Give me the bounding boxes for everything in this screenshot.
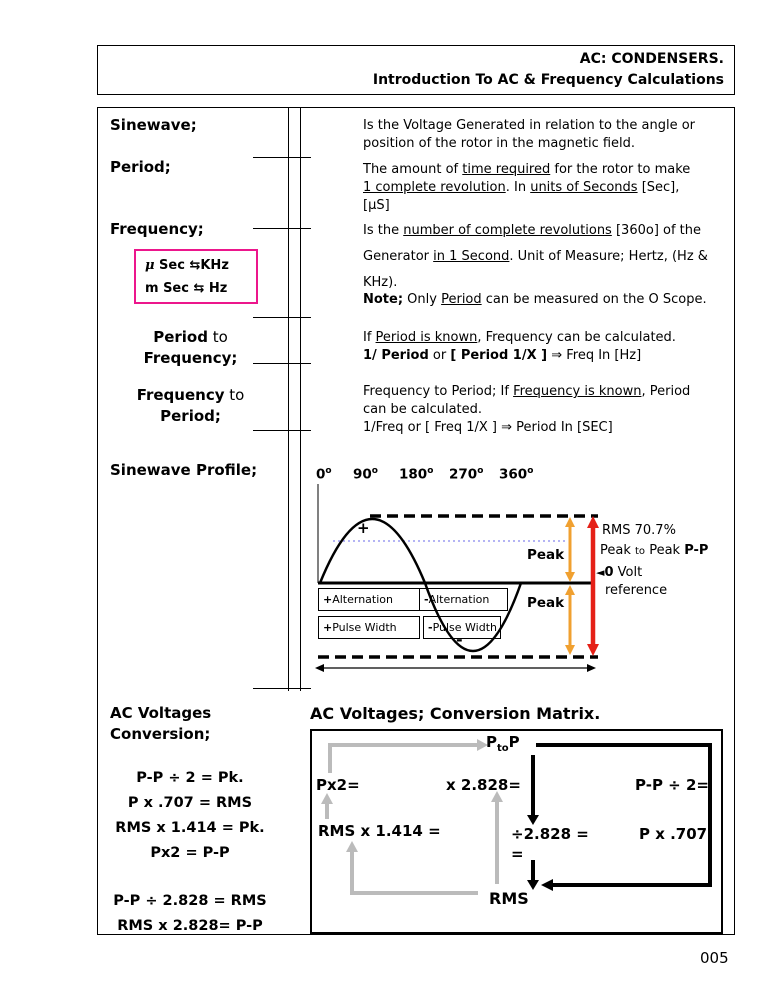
text-run: to xyxy=(635,546,646,557)
arrowhead xyxy=(321,793,333,804)
black-path-ptop-to-div2828 xyxy=(527,755,539,825)
degree-label-0 xyxy=(316,466,332,483)
arrowhead xyxy=(565,572,575,582)
leader-line xyxy=(253,157,311,158)
text-run: + xyxy=(323,621,333,634)
definition-line xyxy=(363,347,743,365)
arrowhead xyxy=(565,645,575,655)
text-run: can be calculated. xyxy=(363,402,483,417)
matrix-label-ppdiv2: P-P ÷ 2= xyxy=(635,776,709,794)
arrowhead xyxy=(587,644,599,656)
degree-superscript: o xyxy=(477,466,484,476)
arrowhead xyxy=(541,879,553,891)
peak-label-lower: Peak xyxy=(527,595,565,611)
degree-label-360 xyxy=(499,466,533,483)
text-run: for the rotor to make xyxy=(550,162,691,177)
term-sinewave-profile: Sinewave Profile; xyxy=(110,461,258,479)
positive-alternation-box xyxy=(318,588,420,611)
arrowhead xyxy=(587,516,599,528)
matrix-label-px2: Px2= xyxy=(316,776,360,794)
text-run: Is the Voltage Generated in relation to the angle or xyxy=(363,118,696,133)
term-period: Period; xyxy=(110,158,171,176)
matrix-label-p707: P x .707 xyxy=(639,825,708,843)
unit-line-1 xyxy=(145,254,256,277)
left-pointer-icon: ◄ xyxy=(596,566,605,579)
matrix-label-div2828-eq: = xyxy=(511,845,524,863)
text-run: to xyxy=(224,386,245,404)
cycle-width-arrow xyxy=(315,664,596,672)
degree-superscript: o xyxy=(325,466,332,476)
text-run: The amount of xyxy=(363,162,463,177)
term-line xyxy=(118,385,263,406)
term-line: Conversion; xyxy=(110,725,211,743)
term-line: AC Voltages xyxy=(110,704,212,722)
text-run: . Unit of Measure; Hertz, (Hz & xyxy=(509,249,708,264)
text-run: P xyxy=(508,733,520,751)
text-run: 0 xyxy=(604,565,614,580)
degree-superscript: o xyxy=(427,466,434,476)
text-run: [Sec], xyxy=(637,180,680,195)
peak-to-peak-label xyxy=(600,543,708,558)
underlined-text: Period xyxy=(441,292,482,307)
gray-path-rms1414-to-px2 xyxy=(321,793,333,819)
period-definition xyxy=(363,161,743,215)
frequency-definition xyxy=(363,218,748,296)
conversion-formulas-group-2 xyxy=(104,889,276,939)
black-path-ptop-to-rms-via-right xyxy=(536,745,710,885)
text-run: Generator xyxy=(363,249,434,264)
matrix-label-div2828: ÷2.828 = xyxy=(511,825,589,843)
conversion-formulas-group-1 xyxy=(104,766,276,866)
text-run: If xyxy=(363,330,376,345)
degree-label-90 xyxy=(353,466,378,483)
text-run: 1/Freq or [ Freq 1/X ] ⇒ Period In [SEC] xyxy=(363,420,613,435)
text-run: Period xyxy=(153,328,208,346)
text-run: P-P xyxy=(684,543,709,558)
degree-superscript: o xyxy=(371,466,378,476)
term-frequency: Frequency; xyxy=(110,220,204,238)
positive-pulse-width-box xyxy=(318,616,420,639)
term-period-to-frequency xyxy=(118,327,263,369)
peak-arrow-upper xyxy=(565,517,575,582)
text-run: + xyxy=(323,593,333,606)
text-run: . In xyxy=(505,180,531,195)
text-run: 180 xyxy=(399,466,428,483)
text-run: P xyxy=(486,733,497,751)
term-line xyxy=(118,327,263,348)
text-run: , Frequency can be calculated. xyxy=(477,330,676,345)
formula: Px2 = P-P xyxy=(150,845,230,861)
definition-line xyxy=(363,329,743,347)
text-run: Pulse Width xyxy=(432,621,497,634)
gray-path-rms-to-rms1414 xyxy=(346,841,478,893)
text-run: 1/ Period xyxy=(363,348,429,363)
text-run: Pulse Width xyxy=(332,621,397,634)
text-run: Hz xyxy=(204,281,228,296)
gray-path-rms-to-x2828 xyxy=(491,791,503,884)
arrowhead xyxy=(565,517,575,527)
frequency-to-period-definition xyxy=(363,383,743,437)
text-run: position of the rotor in the magnetic field. xyxy=(363,136,636,151)
text-run: Alternation xyxy=(332,593,393,606)
text-run: Volt xyxy=(613,565,643,580)
unit-conversion-box xyxy=(134,249,258,304)
title-block xyxy=(97,45,735,95)
formula: RMS x 1.414 = Pk. xyxy=(115,820,265,836)
text-run: Alternation xyxy=(428,593,490,606)
scope-note xyxy=(363,291,743,309)
divider-line-left xyxy=(288,108,289,691)
document-title: AC: CONDENSERS. xyxy=(579,51,724,67)
sinewave-diagram xyxy=(300,460,740,700)
zero-volt-label-line2: reference xyxy=(605,583,668,598)
term-line: Period; xyxy=(160,407,221,425)
text-run: [ Period 1/X ] xyxy=(450,348,548,363)
degree-label-180 xyxy=(399,466,433,483)
formula: P-P ÷ 2 = Pk. xyxy=(136,770,244,786)
peak-label-upper: Peak xyxy=(527,547,565,563)
arrowhead xyxy=(527,880,539,890)
page-number: 005 xyxy=(700,949,729,967)
text-run: 90 xyxy=(353,466,372,483)
double-arrow-icon: ⇆ xyxy=(193,281,205,296)
rms-label: RMS 70.7% xyxy=(602,523,676,538)
underlined-text: Period is known xyxy=(375,330,478,345)
text-run: - xyxy=(424,593,429,606)
period-to-frequency-definition xyxy=(363,329,743,365)
text-run: [360o] of the xyxy=(611,223,702,238)
term-frequency-to-period xyxy=(118,385,263,427)
text-run: can be measured on the O Scope. xyxy=(481,292,707,307)
arrowhead xyxy=(587,664,596,672)
text-run: KHz xyxy=(200,258,229,273)
arrowhead xyxy=(527,815,539,825)
term-line: Frequency; xyxy=(143,349,238,367)
term-ac-voltages-conversion xyxy=(110,703,211,745)
text-run: m Sec xyxy=(145,281,194,296)
text-run: to xyxy=(497,743,509,754)
arrowhead xyxy=(346,841,358,852)
underlined-text: time required xyxy=(462,162,551,177)
formula: P x .707 = RMS xyxy=(127,795,253,811)
text-run: 0 xyxy=(316,466,326,483)
text-run: [μS] xyxy=(363,198,390,213)
leader-line xyxy=(253,430,311,431)
text-run: ⇒ Freq In [Hz] xyxy=(547,348,642,363)
text-run: or xyxy=(428,348,451,363)
underlined-text: in 1 Second xyxy=(433,249,510,264)
sinewave-definition xyxy=(363,117,743,153)
underlined-text: 1 complete revolution xyxy=(363,180,506,195)
peak-to-peak-arrow xyxy=(587,516,599,656)
mu-symbol: μ xyxy=(145,258,155,273)
document-subtitle: Introduction To AC & Frequency Calculations xyxy=(372,72,724,88)
text-run: - xyxy=(428,621,433,634)
text-run: 270 xyxy=(449,466,478,483)
matrix-label-rms: RMS xyxy=(489,889,529,908)
text-run: Only xyxy=(403,292,442,307)
text-run: Frequency xyxy=(136,386,225,404)
underlined-text: number of complete revolutions xyxy=(403,223,612,238)
double-arrow-icon: ⇆ xyxy=(189,258,201,273)
negative-alternation-box xyxy=(419,588,508,611)
conversion-matrix-title: AC Voltages; Conversion Matrix. xyxy=(310,704,601,723)
unit-line-2 xyxy=(145,277,256,300)
black-path-div2828-to-rms xyxy=(527,860,539,890)
negative-half-sign: - xyxy=(456,630,463,649)
matrix-label-rms1414: RMS x 1.414 = xyxy=(318,822,441,840)
positive-half-sign: + xyxy=(357,519,370,537)
text-run: Is the xyxy=(363,223,404,238)
underlined-text: Frequency is known xyxy=(513,384,642,399)
negative-pulse-width-box xyxy=(423,616,501,639)
text-run: Peak xyxy=(649,543,681,558)
leader-line xyxy=(253,228,311,229)
text-run: Sec xyxy=(154,258,190,273)
text-run: Peak xyxy=(600,543,631,558)
arrowhead xyxy=(565,585,575,595)
formula: P-P ÷ 2.828 = RMS xyxy=(113,893,267,909)
text-run: to xyxy=(207,328,228,346)
text-run: 360 xyxy=(499,466,528,483)
zero-volt-label xyxy=(596,565,642,580)
underlined-text: units of Seconds xyxy=(530,180,638,195)
degree-label-270 xyxy=(449,466,483,483)
text-run: , Period xyxy=(641,384,691,399)
formula: RMS x 2.828= P-P xyxy=(117,918,263,934)
matrix-label-ptop xyxy=(486,733,520,754)
leader-line xyxy=(253,317,311,318)
matrix-label-x2828: x 2.828= xyxy=(446,776,521,794)
peak-arrow-lower xyxy=(565,585,575,655)
gray-path-px2-to-ptop xyxy=(330,745,480,773)
text-run: Note; xyxy=(363,292,404,307)
degree-superscript: o xyxy=(527,466,534,476)
text-run: Frequency to Period; If xyxy=(363,384,514,399)
arrowhead xyxy=(315,664,324,672)
arrow-shaft xyxy=(352,849,478,893)
term-sinewave: Sinewave; xyxy=(110,116,197,134)
text-run: KHz). xyxy=(363,275,398,290)
